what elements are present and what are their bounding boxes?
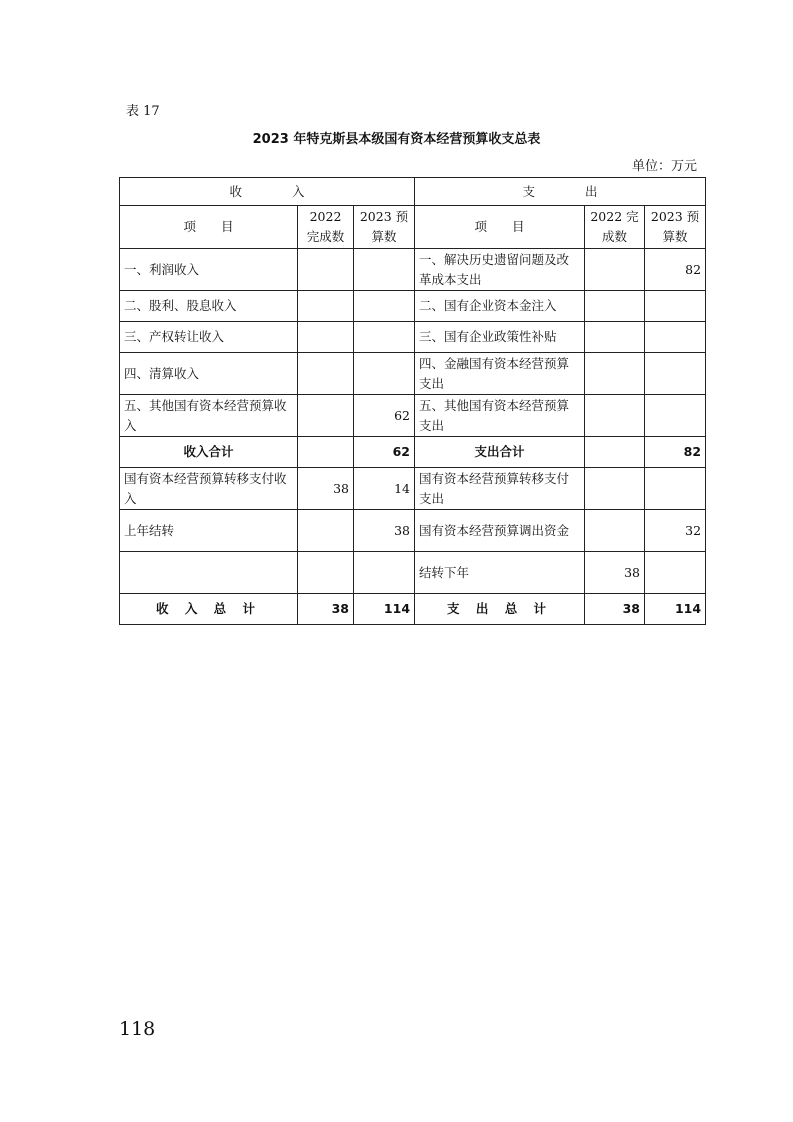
expense-2022: 38 <box>585 594 645 625</box>
expense-total-label: 支 出 总 计 <box>415 594 585 625</box>
income-2022 <box>298 552 354 594</box>
income-total-label: 收 入 总 计 <box>120 594 298 625</box>
income-2022 <box>298 437 354 468</box>
table-title: 2023 年特克斯县本级国有资本经营预算收支总表 <box>252 132 541 147</box>
page-number: 118 <box>119 1018 156 1040</box>
expense-2023: 32 <box>645 510 706 552</box>
income-2023 <box>354 249 415 291</box>
expense-2023 <box>645 353 706 395</box>
subtotal-row <box>120 437 706 468</box>
income-2022-header: 2022 完成数 <box>298 206 354 249</box>
income-2023: 14 <box>354 468 415 510</box>
expense-item: 五、其他国有资本经营预算支出 <box>415 395 585 437</box>
table-row <box>120 510 706 552</box>
income-2023 <box>354 353 415 395</box>
expense-2022-header: 2022 完成数 <box>585 206 645 249</box>
income-2022: 38 <box>298 468 354 510</box>
income-2023: 38 <box>354 510 415 552</box>
expense-2022 <box>585 353 645 395</box>
income-item <box>120 552 298 594</box>
total-row <box>120 594 706 625</box>
table-row <box>120 468 706 510</box>
expense-2023: 114 <box>645 594 706 625</box>
expense-2023 <box>645 552 706 594</box>
income-2023 <box>354 291 415 322</box>
table-row <box>120 552 706 594</box>
header-row-columns <box>120 206 706 249</box>
expense-2022 <box>585 291 645 322</box>
expense-2022 <box>585 249 645 291</box>
income-item: 国有资本经营预算转移支付收入 <box>120 468 298 510</box>
income-2023-header: 2023 预算数 <box>354 206 415 249</box>
income-item: 二、股利、股息收入 <box>120 291 298 322</box>
expense-2023 <box>645 322 706 353</box>
table-row <box>120 249 706 291</box>
income-2023: 114 <box>354 594 415 625</box>
expense-item: 一、解决历史遗留问题及改革成本支出 <box>415 249 585 291</box>
income-2022 <box>298 249 354 291</box>
income-2023 <box>354 322 415 353</box>
income-item: 四、清算收入 <box>120 353 298 395</box>
income-subtotal-label: 收入合计 <box>120 437 298 468</box>
expense-2023 <box>645 395 706 437</box>
table-row <box>120 353 706 395</box>
expense-2023-header: 2023 预算数 <box>645 206 706 249</box>
table-row <box>120 291 706 322</box>
expense-2022 <box>585 322 645 353</box>
income-item-header: 项 目 <box>120 206 298 249</box>
expense-item: 三、国有企业政策性补贴 <box>415 322 585 353</box>
income-2022 <box>298 510 354 552</box>
income-2022 <box>298 353 354 395</box>
unit-label: 单位：万元 <box>631 159 697 174</box>
income-item: 三、产权转让收入 <box>120 322 298 353</box>
expense-header: 支 出 <box>415 178 706 206</box>
income-2022 <box>298 395 354 437</box>
income-2022 <box>298 322 354 353</box>
expense-2022: 38 <box>585 552 645 594</box>
expense-2022 <box>585 510 645 552</box>
expense-2023 <box>645 468 706 510</box>
expense-2023 <box>645 291 706 322</box>
table-row <box>120 322 706 353</box>
income-header: 收 入 <box>120 178 415 206</box>
income-2023: 62 <box>354 395 415 437</box>
table-row <box>120 395 706 437</box>
header-row-sections <box>120 178 706 206</box>
expense-2022 <box>585 395 645 437</box>
expense-2022 <box>585 468 645 510</box>
income-item: 五、其他国有资本经营预算收入 <box>120 395 298 437</box>
expense-item: 二、国有企业资本金注入 <box>415 291 585 322</box>
expense-2022 <box>585 437 645 468</box>
income-item: 上年结转 <box>120 510 298 552</box>
income-2022 <box>298 291 354 322</box>
income-item: 一、利润收入 <box>120 249 298 291</box>
income-2023 <box>354 552 415 594</box>
expense-item: 四、金融国有资本经营预算支出 <box>415 353 585 395</box>
table-number: 表 17 <box>126 104 160 119</box>
income-2023: 62 <box>354 437 415 468</box>
expense-item: 结转下年 <box>415 552 585 594</box>
expense-item-header: 项 目 <box>415 206 585 249</box>
expense-2023: 82 <box>645 437 706 468</box>
expense-2023: 82 <box>645 249 706 291</box>
budget-table <box>119 177 706 625</box>
expense-item: 国有资本经营预算调出资金 <box>415 510 585 552</box>
income-2022: 38 <box>298 594 354 625</box>
expense-subtotal-label: 支出合计 <box>415 437 585 468</box>
expense-item: 国有资本经营预算转移支付支出 <box>415 468 585 510</box>
